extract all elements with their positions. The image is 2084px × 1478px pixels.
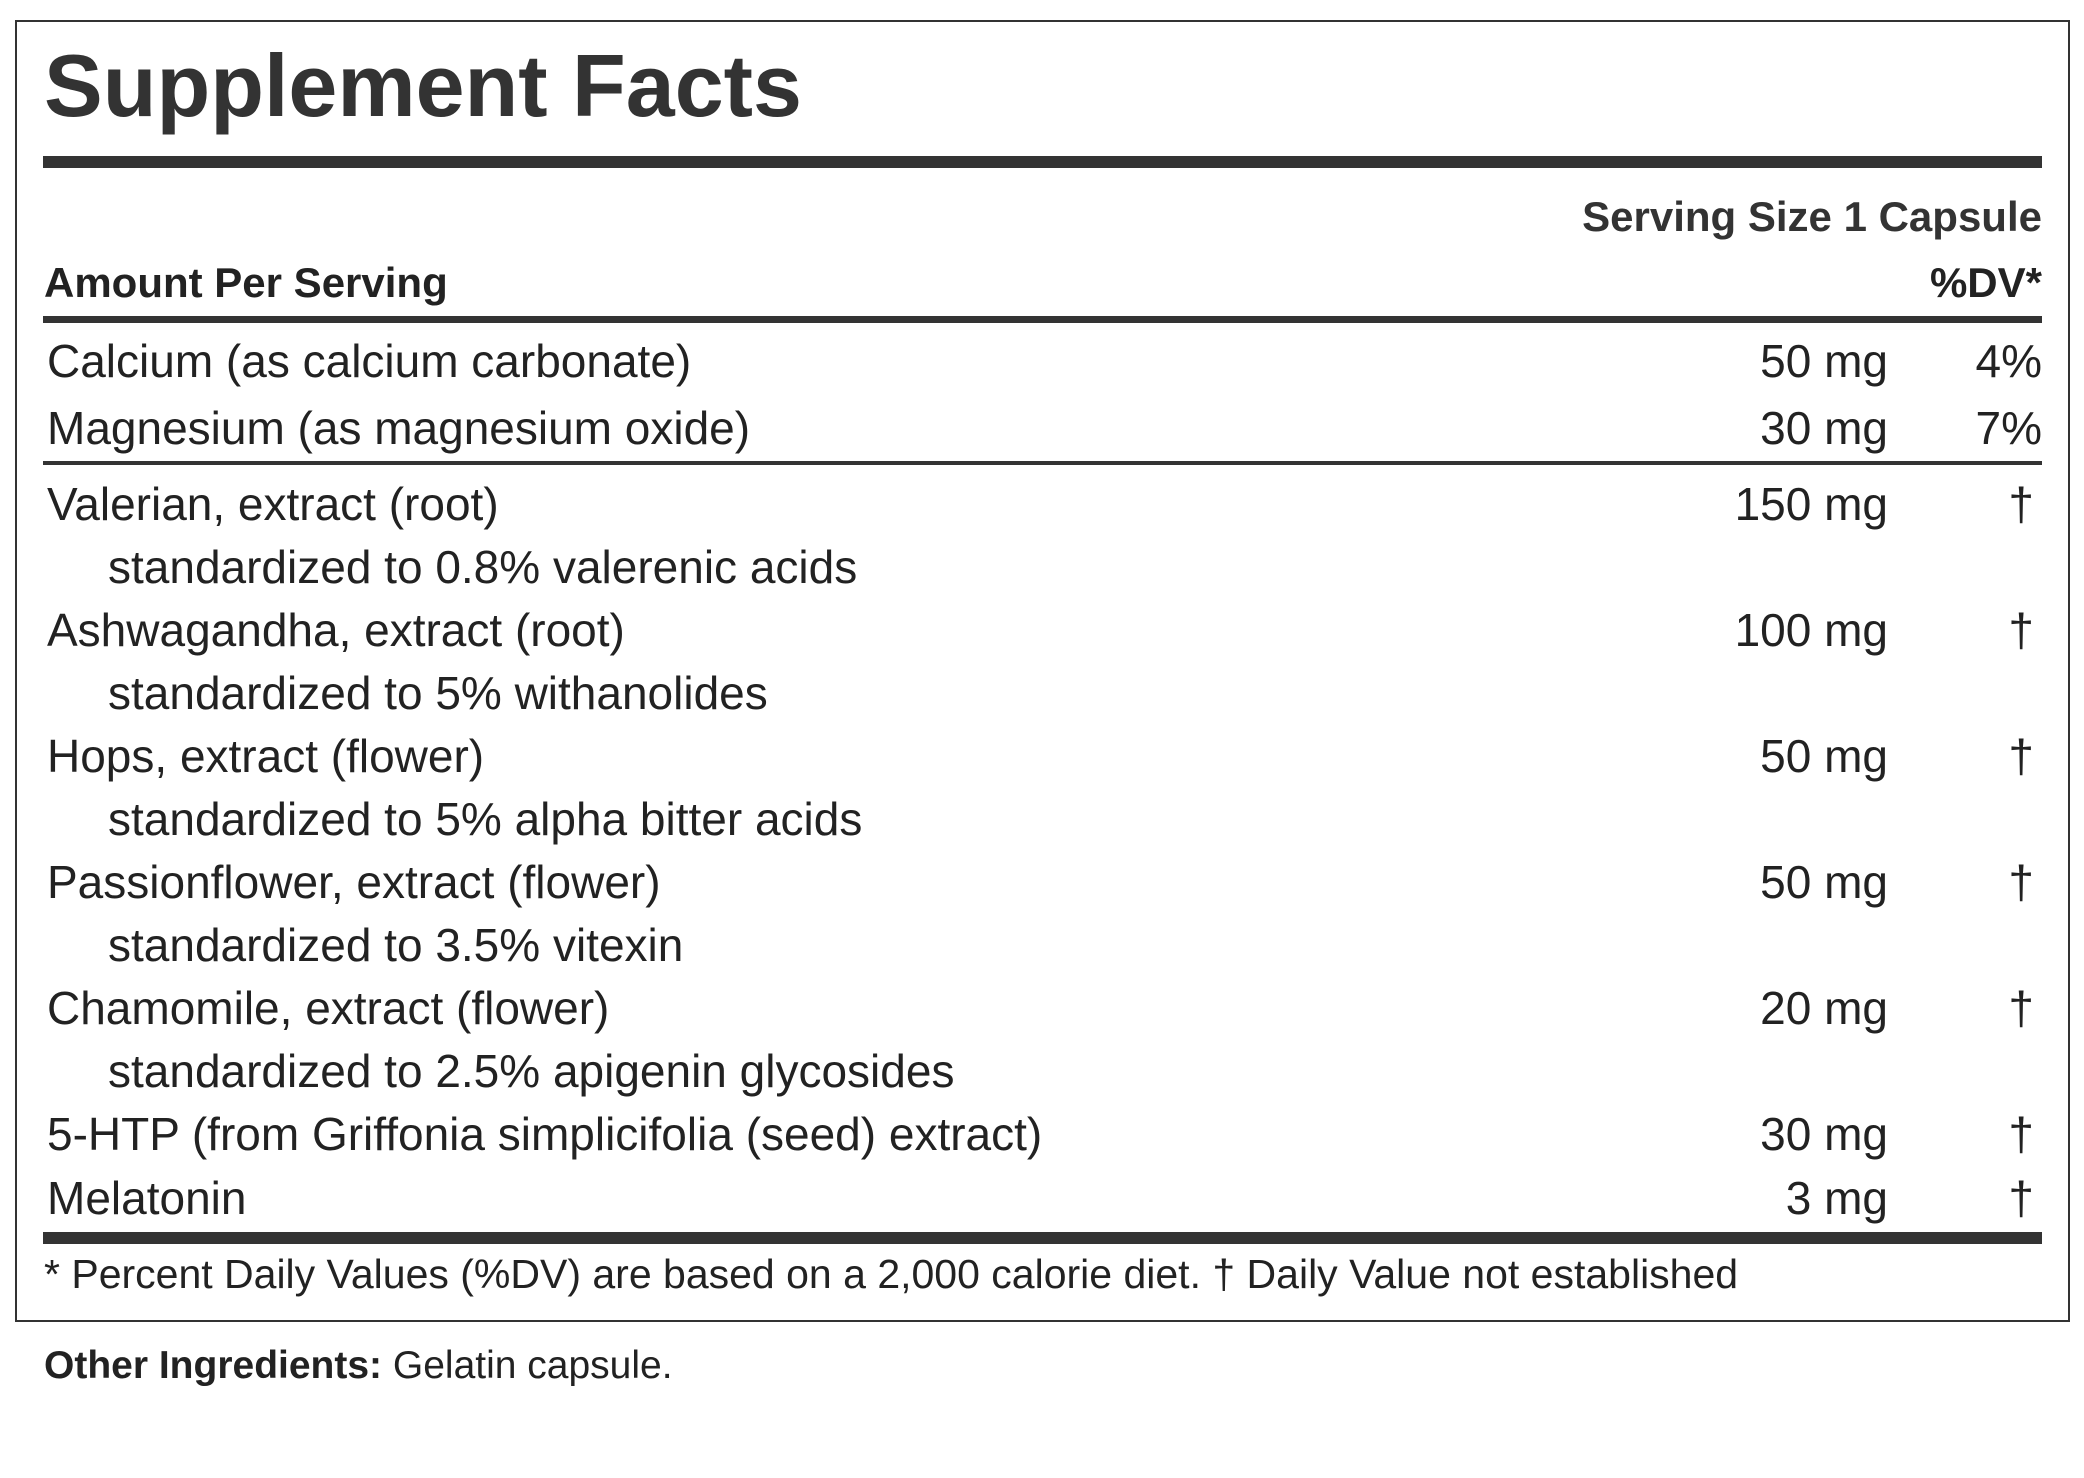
title-rule (43, 156, 2042, 168)
ingredient-amount: 100 mg (1734, 604, 1888, 656)
other-ingredients (44, 1346, 673, 1385)
dagger-mark: † (2008, 856, 2034, 908)
ingredient-name: Valerian, extract (root) (47, 478, 499, 530)
dagger-mark: † (2008, 1108, 2034, 1160)
dagger-mark: † (2008, 604, 2034, 656)
ingredient-name: Chamomile, extract (flower) (47, 982, 610, 1034)
ingredient-row (0, 1172, 2084, 1235)
other-ingredients-value: Gelatin capsule. (392, 1344, 673, 1387)
ingredient-detail: standardized to 2.5% apigenin glycosides (108, 1045, 955, 1097)
ingredient-detail: standardized to 3.5% vitexin (108, 919, 684, 971)
ingredient-amount: 20 mg (1760, 982, 1888, 1034)
ingredient-detail: standardized to 5% withanolides (108, 667, 768, 719)
ingredient-detail-row (0, 541, 2084, 604)
ingredient-row (0, 856, 2084, 919)
nutrient-row (0, 402, 2084, 465)
ingredient-row (0, 478, 2084, 541)
serving-size: Serving Size 1 Capsule (1582, 193, 2042, 240)
nutrient-amount: 50 mg (1760, 335, 1888, 387)
ingredient-row (0, 982, 2084, 1045)
ingredient-detail-row (0, 1045, 2084, 1108)
dv-footnote: * Percent Daily Values (%DV) are based on a 2,000 calorie diet. † Daily Value not established (44, 1251, 1739, 1297)
ingredient-name: Melatonin (47, 1172, 247, 1224)
amount-per-serving-header: Amount Per Serving (44, 259, 448, 306)
ingredient-amount: 150 mg (1734, 478, 1888, 530)
nutrient-amount: 30 mg (1760, 402, 1888, 454)
ingredient-detail-row (0, 667, 2084, 730)
dagger-mark: † (2008, 730, 2034, 782)
nutrient-dv: 4% (1975, 335, 2042, 387)
ingredient-amount: 30 mg (1760, 1108, 1888, 1160)
panel-title: Supplement Facts (44, 36, 802, 135)
ingredient-amount: 50 mg (1760, 856, 1888, 908)
ingredient-name: Passionflower, extract (flower) (47, 856, 661, 908)
ingredient-amount: 3 mg (1785, 1172, 1888, 1224)
nutrient-name: Magnesium (as magnesium oxide) (47, 402, 751, 454)
ingredient-detail: standardized to 0.8% valerenic acids (108, 541, 858, 593)
ingredient-name: 5-HTP (from Griffonia simplicifolia (seed) extract) (47, 1108, 1043, 1160)
dv-header: %DV* (1929, 259, 2042, 306)
section-rule (43, 461, 2042, 465)
dagger-mark: † (2008, 982, 2034, 1034)
nutrient-name: Calcium (as calcium carbonate) (47, 335, 692, 387)
ingredient-row (0, 604, 2084, 667)
header-rule (43, 316, 2042, 323)
nutrient-row (0, 335, 2084, 398)
nutrient-dv: 7% (1975, 402, 2042, 454)
ingredient-detail-row (0, 919, 2084, 982)
footer-rule (43, 1232, 2042, 1244)
ingredient-row (0, 1108, 2084, 1171)
ingredient-detail: standardized to 5% alpha bitter acids (108, 793, 863, 845)
ingredient-name: Hops, extract (flower) (47, 730, 485, 782)
ingredient-name: Ashwagandha, extract (root) (47, 604, 625, 656)
ingredient-row (0, 730, 2084, 793)
dagger-mark: † (2008, 1172, 2034, 1224)
ingredient-amount: 50 mg (1760, 730, 1888, 782)
dagger-mark: † (2008, 478, 2034, 530)
other-ingredients-label: Other Ingredients: (44, 1344, 383, 1387)
ingredient-detail-row (0, 793, 2084, 856)
